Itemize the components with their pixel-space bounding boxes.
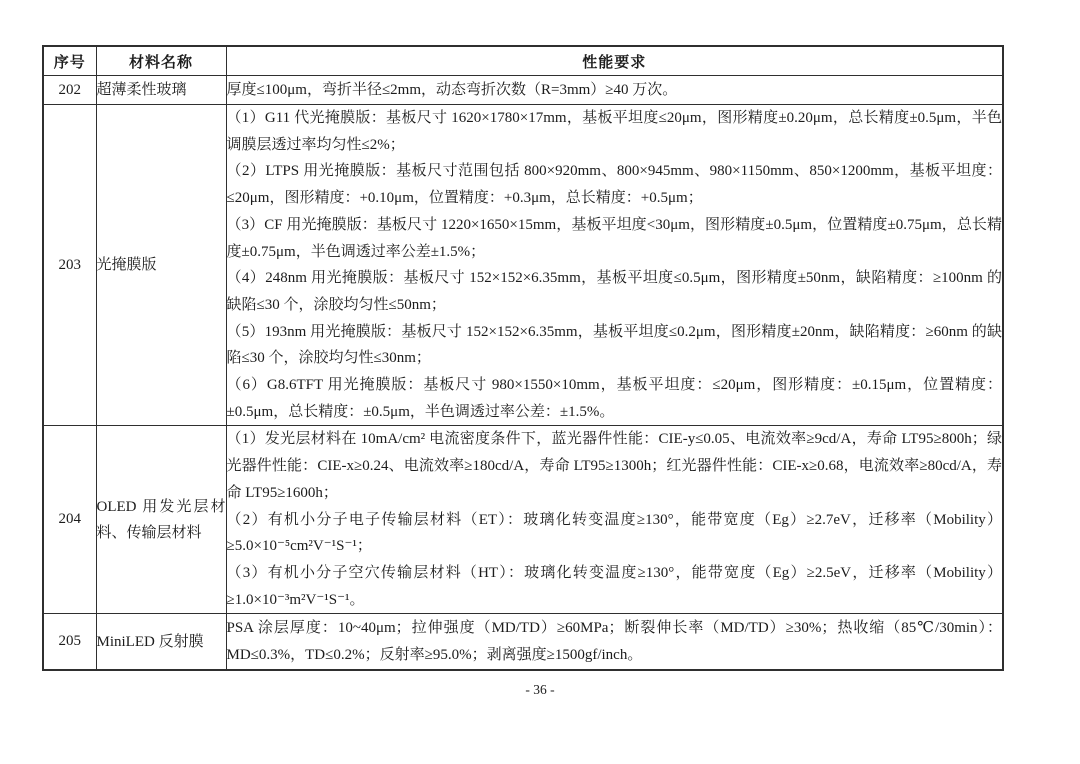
table-row xyxy=(43,426,1003,614)
row-material-name: OLED 用发光层材料、传输层材料 xyxy=(96,426,226,614)
table-row xyxy=(43,105,1003,426)
row-material-name: MiniLED 反射膜 xyxy=(96,614,226,670)
table-row xyxy=(43,614,1003,670)
header-performance-requirements: 性能要求 xyxy=(226,46,1003,76)
row-serial-number: 204 xyxy=(43,426,96,614)
table-header-row xyxy=(43,46,1003,76)
requirement-paragraph: 厚度≤100μm，弯折半径≤2mm，动态弯折次数（R=3mm）≥40 万次。 xyxy=(226,81,678,98)
row-serial-number: 202 xyxy=(43,76,96,105)
row-serial-number: 205 xyxy=(43,614,96,670)
row-requirements xyxy=(226,105,1003,426)
requirement-paragraph: （2）有机小分子电子传输层材料（ET）：玻璃化转变温度≥130°，能带宽度（Eg）≥2.7eV，迁移率（Mobility）≥5.0×10⁻⁵cm²V⁻¹S⁻¹； xyxy=(226,511,1002,555)
row-requirements xyxy=(226,76,1003,105)
row-material-name: 光掩膜版 xyxy=(96,105,226,426)
row-material-name: 超薄柔性玻璃 xyxy=(96,76,226,105)
row-serial-number: 203 xyxy=(43,105,96,426)
requirement-paragraph: （6）G8.6TFT 用光掩膜版：基板尺寸 980×1550×10mm，基板平坦度：≤20μm，图形精度：±0.15μm，位置精度：±0.5μm，总长精度：±0.5μm，半色调透过率公差：±1.5%。 xyxy=(226,377,1002,420)
materials-spec-table xyxy=(42,45,1004,671)
requirement-paragraph: （1）发光层材料在 10mA/cm² 电流密度条件下，蓝光器件性能：CIE-y≤0.05、电流效率≥9cd/A，寿命 LT95≥800h；绿光器件性能：CIE-x≥0.24、电流效率≥180cd/A，寿命 LT95≥1300h；红光器件性能：CIE-x≥0.68，电流效率≥80cd/A，寿命 LT95≥1600h； xyxy=(226,431,1002,501)
requirement-paragraph: （1）G11 代光掩膜版：基板尺寸 1620×1780×17mm，基板平坦度≤20μm，图形精度±0.20μm，总长精度±0.5μm，半色调膜层透过率均匀性≤2%； xyxy=(226,110,1002,153)
requirement-paragraph: （2）LTPS 用光掩膜版：基板尺寸范围包括 800×920mm、800×945mm、980×1150mm、850×1200mm，基板平坦度：≤20μm，图形精度：+0.10μm，位置精度：+0.3μm，总长精度：+0.5μm； xyxy=(226,163,1002,207)
requirement-paragraph: （3）有机小分子空穴传输层材料（HT）：玻璃化转变温度≥130°，能带宽度（Eg）≥2.5eV，迁移率（Mobility）≥1.0×10⁻³m²V⁻¹S⁻¹。 xyxy=(226,564,1002,608)
requirement-paragraph: （4）248nm 用光掩膜版：基板尺寸 152×152×6.35mm，基板平坦度≤0.5μm，图形精度±50nm，缺陷精度：≥100nm 的缺陷≤30 个，涂胶均匀性≤50nm； xyxy=(226,270,1002,313)
header-serial-number: 序号 xyxy=(43,46,96,76)
requirement-paragraph: （5）193nm 用光掩膜版：基板尺寸 152×152×6.35mm，基板平坦度≤0.2μm，图形精度±20nm，缺陷精度：≥60nm 的缺陷≤30 个，涂胶均匀性≤30nm； xyxy=(226,323,1002,367)
header-material-name: 材料名称 xyxy=(96,46,226,76)
row-requirements xyxy=(226,426,1003,614)
table-row xyxy=(43,76,1003,105)
row-requirements xyxy=(226,614,1003,670)
page-number: - 36 - xyxy=(525,682,555,697)
requirement-paragraph: （3）CF 用光掩膜版：基板尺寸 1220×1650×15mm，基板平坦度<30μm，图形精度±0.5μm，位置精度±0.75μm，总长精度±0.75μm，半色调透过率公差±1.5%； xyxy=(226,216,1002,260)
requirement-paragraph: PSA 涂层厚度：10~40μm；拉伸强度（MD/TD）≥60MPa；断裂伸长率（MD/TD）≥30%；热收缩（85℃/30min）：MD≤0.3%，TD≤0.2%；反射率≥95.0%；剥离强度≥1500gf/inch。 xyxy=(226,619,1002,663)
